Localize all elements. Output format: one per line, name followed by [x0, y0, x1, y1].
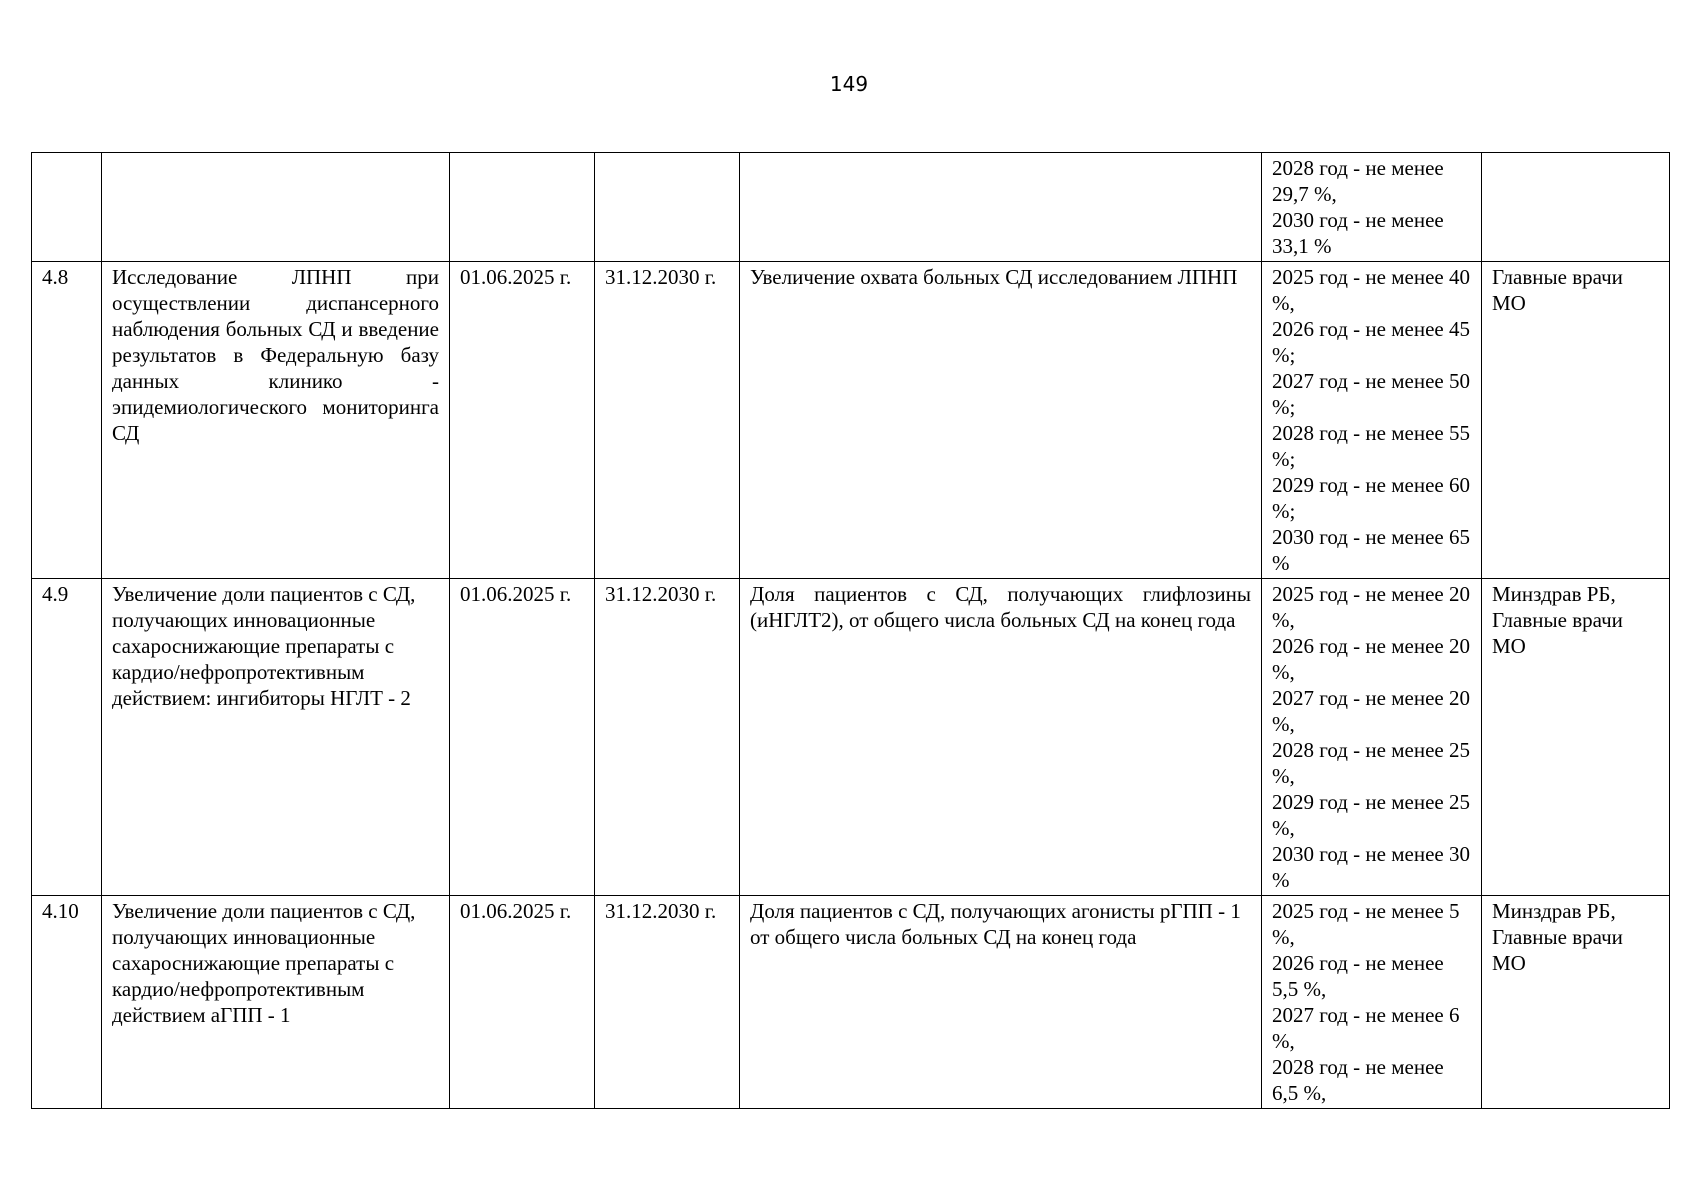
- start-date-cell: [450, 153, 595, 262]
- indicator-cell: [740, 153, 1262, 262]
- target-value: 2030 год - не менее 33,1 %: [1272, 208, 1444, 258]
- target-value: 2025 год - не менее 20 %,: [1272, 582, 1470, 632]
- target-value: 2030 год - не менее 65 %: [1272, 525, 1470, 575]
- target-value: 2028 год - не менее 6,5 %,: [1272, 1055, 1444, 1105]
- target-value: 2025 год - не менее 5 %,: [1272, 899, 1460, 949]
- indicator-cell: Доля пациентов с СД, получающих агонисты рГПП - 1 от общего числа больных СД на конец года: [740, 896, 1262, 1109]
- end-date-cell: 31.12.2030 г.: [595, 896, 740, 1109]
- measure-cell: Увеличение доли пациентов с СД, получающих инновационные сахароснижающие препараты с кардио/нефропротективным действием аГПП - 1: [102, 896, 450, 1109]
- start-date-cell: 01.06.2025 г.: [450, 896, 595, 1109]
- target-value: 2030 год - не менее 30 %: [1272, 842, 1470, 892]
- measure-cell: Увеличение доли пациентов с СД, получающих инновационные сахароснижающие препараты с кардио/нефропротективным действием: ингибиторы НГЛТ - 2: [102, 579, 450, 896]
- indicator-cell: Увеличение охвата больных СД исследованием ЛПНП: [740, 262, 1262, 579]
- end-date-cell: 31.12.2030 г.: [595, 579, 740, 896]
- table-row: [32, 153, 1670, 262]
- target-value: 2026 год - не менее 5,5 %,: [1272, 951, 1444, 1001]
- target-value: 2026 год - не менее 20 %,: [1272, 634, 1470, 684]
- row-number: [32, 153, 102, 262]
- table-row: [32, 262, 1670, 579]
- target-value: 2028 год - не менее 55 %;: [1272, 421, 1470, 471]
- indicator-cell: Доля пациентов с СД, получающих глифлозины (иНГЛТ2), от общего числа больных СД на конец года: [740, 579, 1262, 896]
- target-value: 2027 год - не менее 50 %;: [1272, 369, 1470, 419]
- target-value: 2028 год - не менее 29,7 %,: [1272, 156, 1444, 206]
- row-number: 4.10: [32, 896, 102, 1109]
- table-row: [32, 896, 1670, 1109]
- responsible-cell: [1482, 153, 1670, 262]
- responsible-cell: Минздрав РБ, Главные врачи МО: [1482, 896, 1670, 1109]
- table-row: [32, 579, 1670, 896]
- row-number: 4.9: [32, 579, 102, 896]
- measure-cell: [102, 153, 450, 262]
- responsible-cell: Минздрав РБ, Главные врачи МО: [1482, 579, 1670, 896]
- target-value: 2028 год - не менее 25 %,: [1272, 738, 1470, 788]
- target-value: 2027 год - не менее 6 %,: [1272, 1003, 1460, 1053]
- target-value: 2029 год - не менее 60 %;: [1272, 473, 1470, 523]
- responsible-cell: Главные врачи МО: [1482, 262, 1670, 579]
- start-date-cell: 01.06.2025 г.: [450, 579, 595, 896]
- measure-cell: Исследование ЛПНП при осуществлении диспансерного наблюдения больных СД и введение результатов в Федеральную базу данных клинико - эпидемиологического мониторинга СД: [102, 262, 450, 579]
- target-values-cell: [1262, 153, 1482, 262]
- target-value: 2025 год - не менее 40 %,: [1272, 265, 1470, 315]
- target-values-cell: [1262, 262, 1482, 579]
- measures-table: [31, 152, 1670, 1109]
- target-values-cell: [1262, 579, 1482, 896]
- end-date-cell: [595, 153, 740, 262]
- target-value: 2027 год - не менее 20 %,: [1272, 686, 1470, 736]
- page-number: 149: [829, 72, 869, 96]
- end-date-cell: 31.12.2030 г.: [595, 262, 740, 579]
- row-number: 4.8: [32, 262, 102, 579]
- start-date-cell: 01.06.2025 г.: [450, 262, 595, 579]
- target-value: 2029 год - не менее 25 %,: [1272, 790, 1470, 840]
- target-values-cell: [1262, 896, 1482, 1109]
- target-value: 2026 год - не менее 45 %;: [1272, 317, 1470, 367]
